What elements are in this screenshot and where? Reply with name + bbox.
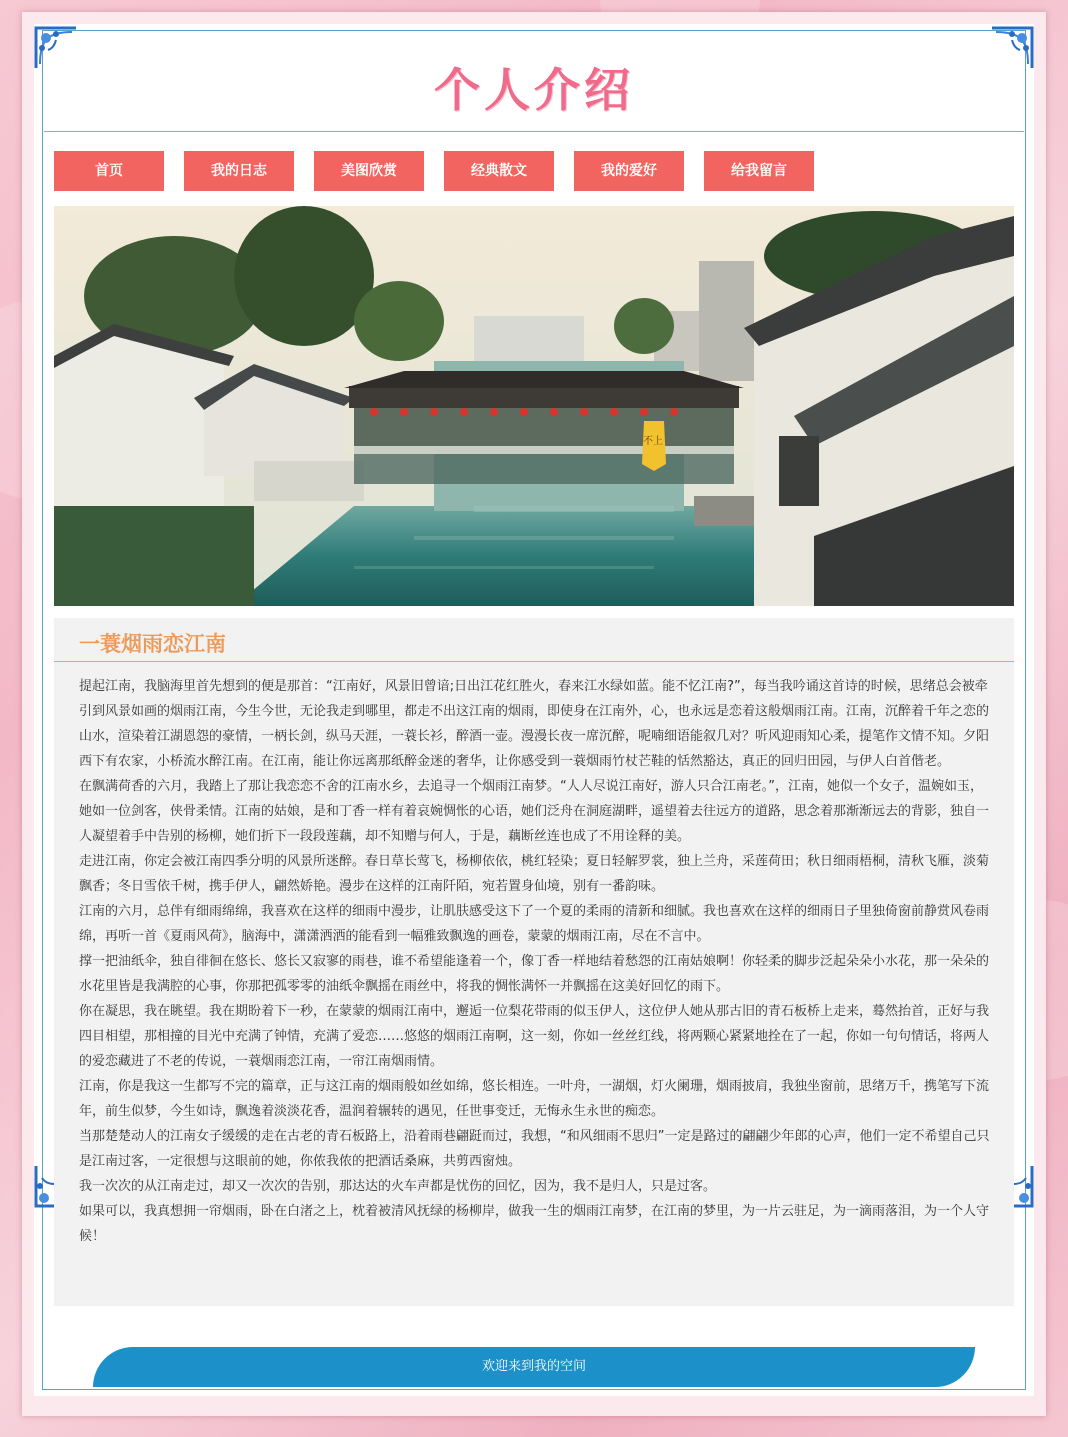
banner-sign-text: 不上 xyxy=(643,436,663,447)
article-paragraph: 当那楚楚动人的江南女子缓缓的走在古老的青石板路上，沿着雨巷翩跹而过，我想，“和风细雨不思归”一定是路过的翩翩少年郎的心声，他们一定不希望自己只是江南过客，一定很想与这眼前的她，你侬我侬的把酒话桑麻，共剪西窗烛。 xyxy=(79,1129,990,1169)
page-container xyxy=(34,24,1034,1396)
page-title: 个人介绍 xyxy=(434,63,634,117)
header-divider xyxy=(44,131,1024,132)
article-paragraph: 提起江南，我脑海里首先想到的便是那首：“江南好，风景旧曾谙;日出江花红胜火，春来江水绿如蓝。能不忆江南?”，每当我吟诵这首诗的时候，思绪总会被牵引到风景如画的烟雨江南，今生今世，无论我走到哪里，都走不出这江南的烟雨，即使身在江南外，心，也永远是恋着这般烟雨江南。江南，沉醉着千年之恋的山水，渲染着江湖恩怨的豪情，一柄长剑，纵马天涯，一蓑长衫，醉酒一壶。漫漫长夜一席沉醉，呢喃细语能叙几对？听风迎雨知心柔，提笔作文情不知。夕阳西下有农家，小桥流水醉江南。在江南，能让你远离那纸醉金迷的奢华，让你感受到一蓑烟雨竹杖芒鞋的恬然豁达，真正的回归田园，与伊人白首偕老。 xyxy=(79,679,990,769)
footer-banner: 欢迎来到我的空间 xyxy=(93,1347,975,1387)
article-paragraph: 如果可以，我真想拥一帘烟雨，卧在白渚之上，枕着被清风抚绿的杨柳岸，做我一生的烟雨江南梦，在江南的梦里，为一片云驻足，为一滴雨落泪，为一个人守候！ xyxy=(79,1204,990,1244)
nav-item-hobbies[interactable]: 我的爱好 xyxy=(574,151,684,191)
article-body xyxy=(79,674,991,1249)
page-header xyxy=(34,24,1034,132)
nav-item-essays[interactable]: 经典散文 xyxy=(444,151,554,191)
nav-item-guestbook[interactable]: 给我留言 xyxy=(704,151,814,191)
article-paragraph: 我一次次的从江南走过，却又一次次的告别，那达达的火车声都是忧伤的回忆，因为，我不是归人，只是过客。 xyxy=(79,1179,717,1194)
article-divider xyxy=(54,661,1014,662)
banner-image xyxy=(54,206,1014,606)
article-title: 一蓑烟雨恋江南 xyxy=(79,631,226,656)
nav-item-gallery[interactable]: 美图欣赏 xyxy=(314,151,424,191)
nav-item-diary[interactable]: 我的日志 xyxy=(184,151,294,191)
nav-item-home[interactable]: 首页 xyxy=(54,151,164,191)
article-section xyxy=(54,618,1014,1306)
article-paragraph: 江南，你是我这一生都写不完的篇章，正与这江南的烟雨般如丝如绵，悠长相连。一叶舟，一湖烟，灯火阑珊，烟雨披肩，我独坐窗前，思绪万千，携笔写下流年，前生似梦，今生如诗，飘逸着淡淡花香，温润着辗转的遇见，任世事变迁，无悔永生永世的痴恋。 xyxy=(79,1079,990,1119)
article-paragraph: 江南的六月，总伴有细雨绵绵，我喜欢在这样的细雨中漫步，让肌肤感受这下了一个夏的柔雨的清新和细腻。我也喜欢在这样的细雨日子里独倚窗前静赏风卷雨绵，再听一首《夏雨风荷》，脑海中，潇潇洒洒的能看到一幅雅致飘逸的画卷，蒙蒙的烟雨江南，尽在不言中。 xyxy=(79,904,990,944)
article-paragraph: 在飘满荷香的六月，我踏上了那让我恋恋不舍的江南水乡，去追寻一个烟雨江南梦。“人人尽说江南好，游人只合江南老。”，江南，她似一个女子，温婉如玉，她如一位剑客，侠骨柔情。江南的姑娘，是和丁香一样有着哀婉惆怅的心语，她们泛舟在洞庭湖畔，遥望着去往远方的道路，思念着那渐渐远去的背影，独自一人凝望着手中告别的杨柳，她们折下一段段莲藕，却不知赠与何人，于是，藕断丝连也成了不用诠释的美。 xyxy=(79,779,990,844)
article-paragraph: 你在凝思，我在眺望。我在期盼着下一秒，在蒙蒙的烟雨江南中，邂逅一位梨花带雨的似玉伊人，这位伊人她从那古旧的青石板桥上走来，蓦然抬首，正好与我四目相望，那相撞的目光中充满了钟情，充满了爱恋……悠悠的烟雨江南啊，这一刻，你如一丝丝红线，将两颗心紧紧地拴在了一起，你如一句句情话，将两人的爱恋藏进了不老的传说，一蓑烟雨恋江南，一帘江南烟雨情。 xyxy=(79,1004,990,1069)
article-paragraph: 走进江南，你定会被江南四季分明的风景所迷醉。春日草长莺飞，杨柳依依，桃红轻染；夏日轻解罗裳，独上兰舟，采莲荷田；秋日细雨梧桐，清秋飞雁，淡菊飘香；冬日雪依千树，携手伊人，翩然娇艳。漫步在这样的江南阡陌，宛若置身仙境，别有一番韵味。 xyxy=(79,854,990,894)
article-paragraph: 撑一把油纸伞，独自徘徊在悠长、悠长又寂寥的雨巷，谁不希望能逢着一个，像丁香一样地结着愁怨的江南姑娘啊！你轻柔的脚步泛起朵朵小水花，那一朵朵的水花里皆是我满腔的心事，你那把孤零零的油纸伞飘摇在雨丝中，将我的惆怅满怀一并飘摇在这美好回忆的雨下。 xyxy=(79,954,990,994)
